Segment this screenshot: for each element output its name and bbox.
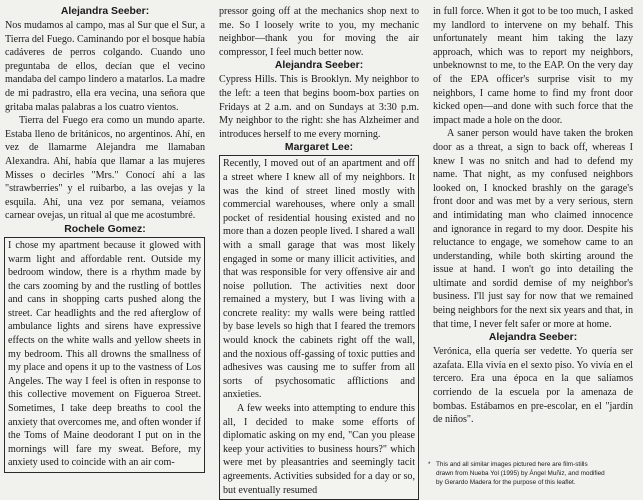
paragraph: A saner person would have taken the broken door as a threat, a sign to back off, whereas I knew I was no snitch and had to defend my name. That night, as my confused neighbors looked on, I knocked brashly on the garage's front door and was met by a very serious, stern and intimidating man who claimed innocence and ignorance in regard to my door. Despite his reluctance to engage, we somehow came to an understanding, while both skirting around the issue at hand. I won't go into detailing the ultimate and sordid demise of my neighbor's business. I'll just say for now that we remained being neighbors for the next six years and that, in that time, I never felt safer or more at home.	[433, 128, 633, 330]
paragraph: Recently, I moved out of an apartment and off a street where I knew all of my neighbors. It was the kind of street lined mostly with commercial warehouses, where only a small pocket of residential housing existed and no more than a dozen people lived. I shared a wall with a small garage that was most likely engaged in some or many illicit activities, and that was responsible for very offensive air and noise pollution. The activities next door remained a mystery, but I was living with a concrete reality: my walls were being rattled by base levels so high that I feared the tremors would knock the cabinets right off the wall, and the noxious off-gassing of toxic putties and adhesives was causing me to suffer from all sorts of psychosomatic afflictions and anxieties.	[223, 158, 415, 401]
boxed-passage	[219, 155, 419, 500]
paragraph: Nos mudamos al campo, mas al Sur que el Sur, a Tierra del Fuego. Caminando por el bosque había cadáveres de perros colgando. Cuando uno preguntaba de ellos, decían que el vecino mandaba del campo lindero a matarlos. La madre de mi padrastro, ella era vecina, una señora que gritaba malas palabras a los cuatro vientos.	[5, 20, 205, 113]
footnote-line: drawn from Nueba Yol (1995) by Ángel Muñiz, and modified	[436, 470, 605, 477]
speaker-heading: Alejandra Seeber:	[274, 60, 364, 72]
paragraph: Verónica, ella quería ser vedette. Yo quería ser azafata. Ella vivía en el sexto piso. Yo vivía en el tercero. Era una época en la que salíamos corriendo de la escuela por la amenaza de bombas. Estábamos en pre-escolar, en el "jardín de niños".	[433, 346, 633, 426]
speaker-heading: Rochele Gomez:	[64, 223, 146, 235]
footnote-star: *	[428, 461, 431, 468]
speaker-heading: Margaret Lee:	[284, 142, 354, 154]
column-3	[433, 5, 633, 427]
seeber-brooklyn-block	[219, 59, 419, 141]
paragraph: Cypress Hills. This is Brooklyn. My neighbor to the left: a teen that begins boom-box parties on Fridays at 2 a.m. and on Sundays at 3:30 p.m. My neighbor to the right: she has Alzheimer and introduces herself to me every morning.	[219, 74, 419, 140]
paragraph: I chose my apartment because it glowed with warm light and affordable rent. Outside my bedroom window, there is a rhythm made by the cars zooming by and the rustling of bottles and cans in shopping carts pushed along the street. Car headlights and the red afterglow of ambulance lights and sirens have expressive effects on the white walls and yellow sheets in my bedroom. This all drowns the smallness of my place and opens it up to the vastness of Los Angeles. The way I feel is often in response to this collective movement on Figueroa Street. Sometimes, I take deep breaths to cool the anxiety that overcomes me, and often wonder if the Toms of Maine deodorant I put on in the mornings will fare my sweat. Before, my anxiety used to coincide with an air com-	[8, 239, 201, 469]
column-2	[219, 5, 419, 500]
paragraph: pressor going off at the mechanics shop next to me. So I loosely write to you, my mechanic neighbor—thank you for moving the air compressor, I feel much better now.	[219, 6, 419, 58]
gomez-block	[5, 223, 205, 473]
footnote	[428, 460, 638, 487]
paragraph: A few weeks into attempting to endure this all, I decided to make some efforts of diplomatic asking on my end, "Can you please keep your activities to business hours?" which were met by pleasantries and seemingly tacit agreements. Activities subsided for a day or so, but eventually resumed	[223, 403, 415, 496]
lee-continued-block	[433, 5, 633, 331]
seeber-spanish-block-2	[433, 331, 633, 427]
speaker-heading: Alejandra Seeber:	[488, 332, 578, 344]
speaker-heading: Alejandra Seeber:	[60, 6, 150, 17]
footnote-line: by Gerardo Madera for the purpose of this leaflet.	[436, 479, 576, 486]
seeber-spanish-block-1	[5, 5, 205, 223]
footnote-line: * This and all similar images pictured here are film-stills	[428, 461, 588, 468]
lee-block	[219, 141, 419, 500]
column-1	[5, 5, 205, 473]
paragraph: in full force. When it got to be too much, I asked my landlord to intervene on my behalf. This unfortunately meant him taking the lazy approach, which was to report my neighbors, unbeknownst to me, to the EAP. On the very day of the EPA officer's surprise visit to my neighbors, I came home to find my front door kicked open—and done with such force that the impact made a hole on the door.	[433, 6, 633, 126]
gomez-continued-block	[219, 5, 419, 59]
paragraph: Tierra del Fuego era como un mundo aparte. Estaba lleno de británicos, no argentinos. Ahí, en vez de llamarme Alejandra me llamaban Alexandra. Ahí, había que llamar a las mujeres Misses o decirles "Mrs." Conocí ahí a las "strawberries" y el ruibarbo, a las ovejas y la esquila. Ahí, una vez por semana, veíamos carnear ovejas, un ritual al que me acostumbré.	[5, 115, 205, 222]
boxed-passage	[4, 237, 205, 473]
